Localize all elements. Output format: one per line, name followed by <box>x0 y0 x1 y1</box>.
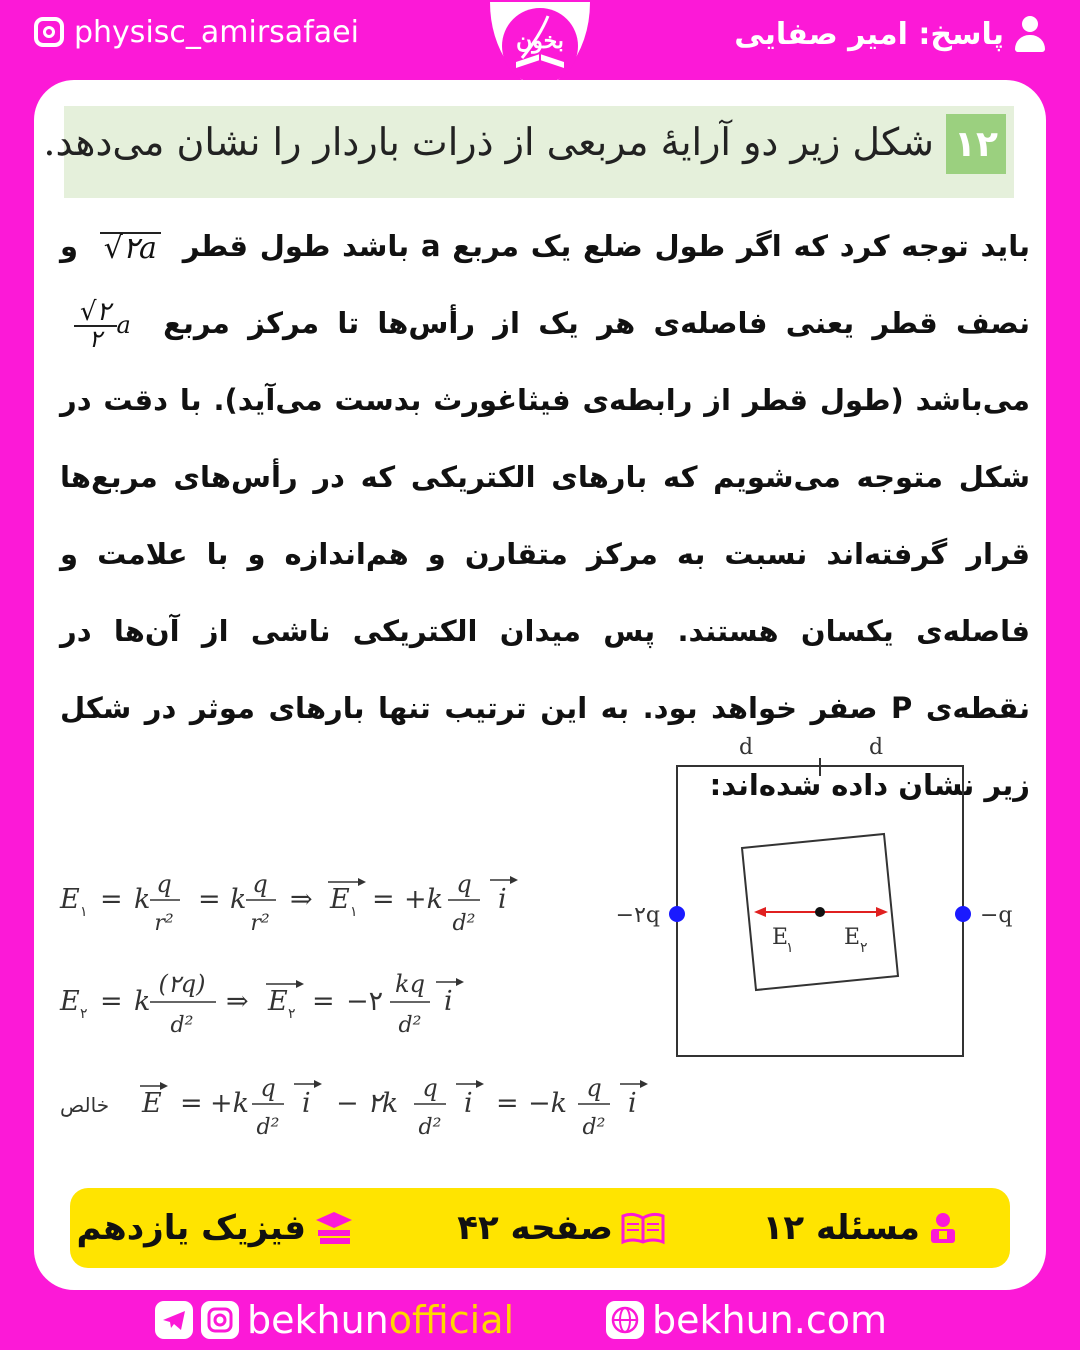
eq3-net-label: خالص <box>60 1093 110 1117</box>
teacher-icon <box>928 1211 958 1245</box>
eq3-minus-2k: − ۲k <box>336 1088 399 1119</box>
eq2-lhs-sub: ۲ <box>80 1006 88 1022</box>
eq1-d2: d² <box>452 911 476 936</box>
eq2-vec-sub: ۲ <box>288 1006 296 1022</box>
equations <box>54 860 694 1160</box>
equation-3 <box>60 1074 648 1140</box>
eq1-k-1: k <box>134 884 151 915</box>
eq3-minus-k: −k <box>528 1088 567 1119</box>
answer-label: پاسخ: امیر صفایی <box>734 16 1004 52</box>
eq2-coef: −۲ <box>346 986 384 1017</box>
eq1-k-2: k <box>230 884 247 915</box>
eq3-q-3: q <box>586 1074 602 1102</box>
eq3-d2-2: d² <box>418 1115 442 1140</box>
e1-label: E <box>772 925 789 950</box>
eq2-implies: ⇒ <box>226 986 249 1017</box>
charge-right <box>955 906 971 922</box>
social-handle[interactable] <box>155 1294 514 1346</box>
eq1-q-1: q <box>156 870 172 898</box>
page-info <box>457 1188 665 1268</box>
half-numerator: √۲ <box>74 299 117 327</box>
eq3-unit-3: i <box>628 1088 637 1119</box>
e1-subscript: ۱ <box>786 940 794 956</box>
open-book-icon <box>621 1212 665 1244</box>
eq3-equals-2: = <box>496 1088 519 1119</box>
eq3-q-2: q <box>422 1074 438 1102</box>
content-card <box>34 80 1046 1290</box>
eq2-lhs: E <box>60 986 80 1017</box>
point-p <box>815 907 825 917</box>
eq2-unit: i <box>444 986 453 1017</box>
eq2-kq: kq <box>395 970 425 998</box>
problem-label: مسئله ۱۲ <box>762 1208 920 1248</box>
equation-1 <box>59 870 518 936</box>
half-diagonal-fraction <box>74 299 131 351</box>
distance-label-left: d <box>738 735 754 760</box>
eq2-vec: E <box>268 986 288 1017</box>
problem-info <box>763 1188 958 1268</box>
e2-arrowhead <box>876 907 888 917</box>
logo-text: بخون <box>516 28 564 54</box>
eq1-lhs-sub: ۱ <box>80 904 88 920</box>
social-bar <box>0 1290 1080 1350</box>
instagram-icon <box>34 17 64 47</box>
eq3-plus-k: +k <box>210 1088 249 1119</box>
half-denominator: ۲ <box>88 325 102 353</box>
eq2-d2-2: d² <box>398 1013 422 1038</box>
eq2-equals-2: = <box>312 986 335 1017</box>
telegram-icon <box>155 1301 193 1339</box>
eq1-unit: i <box>498 884 507 915</box>
eq1-plus-k: +k <box>404 884 443 915</box>
eq1-equals-2: = <box>198 884 221 915</box>
diagonal-math: √۲a <box>100 232 161 264</box>
instagram-icon <box>201 1301 239 1339</box>
eq3-d2-3: d² <box>582 1115 606 1140</box>
eq1-r2-1: r² <box>154 911 174 936</box>
user-icon <box>1014 16 1046 52</box>
eq1-q-3: q <box>456 870 472 898</box>
eq1-q-2: q <box>252 870 268 898</box>
eq3-q-1: q <box>260 1074 276 1102</box>
e2-subscript: ۲ <box>860 940 868 956</box>
question-title: شکل زیر دو آرایهٔ مربعی از ذرات باردار را نشان می‌دهد. <box>43 120 934 164</box>
explanation-part-3: می‌باشد (طول قطر از رابطه‌ی فیثاغورث بدست می‌آید). با دقت در شکل متوجه می‌شویم که بارهای الکتریکی که در رأس‌های مربع‌ها قرار گرفته‌اند نسبت به مرکز متقارن و هم‌اندازه و با علامت و فاصله‌ی یکسان هستند. پس میدان الکتریکی ناشی از آن‌ها در نقطه‌ی P صفر خواهد بود. به این ترتیب تنها بارهای موثر در شکل زیر نشان داده شده‌اند: <box>60 383 1030 802</box>
eq1-equals-1: = <box>100 884 123 915</box>
distance-label-right: d <box>868 735 884 760</box>
eq2-num: (۲q) <box>158 970 206 998</box>
eq1-equals-3: = <box>372 884 395 915</box>
graduation-books-icon <box>314 1210 354 1246</box>
eq1-lhs: E <box>60 884 80 915</box>
eq3-unit-1: i <box>302 1088 311 1119</box>
handle-part-b: official <box>388 1298 515 1342</box>
eq2-d2-1: d² <box>170 1013 194 1038</box>
eq3-d2-1: d² <box>256 1115 280 1140</box>
eq2-equals-1: = <box>100 986 123 1017</box>
handle-part-a: bekhun <box>247 1298 389 1342</box>
page-label: صفحه ۴۲ <box>457 1208 613 1248</box>
website-link[interactable] <box>606 1294 887 1346</box>
eq1-vec-sub: ۱ <box>350 904 358 920</box>
half-variable: a <box>116 311 131 339</box>
eq2-k: k <box>134 986 151 1017</box>
question-number: ۱۲ <box>946 114 1006 174</box>
website-text: bekhun.com <box>652 1298 887 1342</box>
book-label: فیزیک یازدهم <box>76 1208 306 1248</box>
explanation-part-2: و نصف قطر یعنی فاصله‌ی هر یک از رأس‌ها تا مرکز مربع <box>60 229 1030 340</box>
eq1-r2-2: r² <box>250 911 270 936</box>
book-info <box>77 1188 355 1268</box>
e2-label: E <box>844 925 861 950</box>
e1-arrowhead <box>754 907 766 917</box>
explanation-part-1: باید توجه کرد که اگر طول ضلع یک مربع a باشد طول قطر <box>182 229 1030 263</box>
eq3-unit-2: i <box>464 1088 473 1119</box>
eq3-equals-1: = <box>180 1088 203 1119</box>
eq1-implies: ⇒ <box>290 884 313 915</box>
info-bar <box>70 1188 1010 1268</box>
globe-icon <box>606 1301 644 1339</box>
question-header <box>43 106 1014 198</box>
instagram-handle-text: physisc_amirsafaei <box>74 14 359 50</box>
eq3-vec: E <box>142 1088 162 1119</box>
equation-2 <box>59 970 464 1038</box>
instagram-handle[interactable] <box>34 12 359 52</box>
answer-credit <box>734 12 1046 56</box>
eq1-vec: E <box>330 884 350 915</box>
charge-left-label: −۲q <box>615 903 660 928</box>
charge-right-label: −q <box>980 903 1013 928</box>
